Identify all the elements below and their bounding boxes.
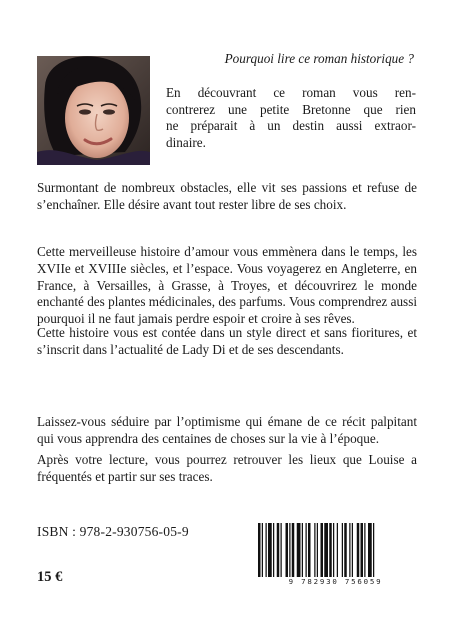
intro-line: ne préparait à un destin aussi extraor- — [166, 118, 416, 134]
intro-line: dinaire. — [166, 134, 206, 150]
author-portrait-image — [37, 56, 150, 165]
barcode-bars — [254, 521, 417, 577]
barcode-image — [254, 521, 417, 577]
author-photo — [37, 56, 150, 165]
paragraph-optimism: Laissez-vous séduire par l’optimisme qui émane de ce récit palpitant qui vous apprendra des centaines de choses sur la vie à l’époque. — [37, 414, 417, 446]
section-title: Pourquoi lire ce roman historique ? — [224, 51, 414, 66]
isbn-number: ISBN : 978-2-930756-05-9 — [37, 524, 189, 539]
paragraph-obstacles: Surmontant de nombreux obstacles, elle vit ses passions et refuse de s’enchaîner. Elle désire avant tout rester libre de ses choix. — [37, 180, 417, 212]
paragraph-style: Cette histoire vous est contée dans un style direct et sans fioritures, et s’inscrit dans l’actualité de Lady Di et de ses descendants. — [37, 325, 417, 357]
intro-paragraph — [166, 85, 416, 151]
barcode-digits: 9 782930 756059 — [288, 577, 383, 586]
intro-line: En découvrant ce roman vous ren- — [166, 85, 416, 100]
paragraph-traces: Après votre lecture, vous pourrez retrouver les lieux que Louise a fréquentés et partir sur ses traces. — [37, 452, 417, 484]
price-label: 15 € — [37, 569, 63, 585]
paragraph-journey: Cette merveilleuse histoire d’amour vous emmènera dans le temps, les XVIIe et XVIIIe siècles, et l’espace. Vous voyagerez en Angleterre, en France, à Versailles, à Grasse, à Troyes, et découvrirez le monde enchanté des plantes médicinales, des parfums. Vous comprendrez aussi pourquoi il ne faut jamais perdre espoir et croire à ses rêves. — [37, 244, 417, 327]
intro-line: contrerez une petite Bretonne que rien — [166, 101, 416, 117]
